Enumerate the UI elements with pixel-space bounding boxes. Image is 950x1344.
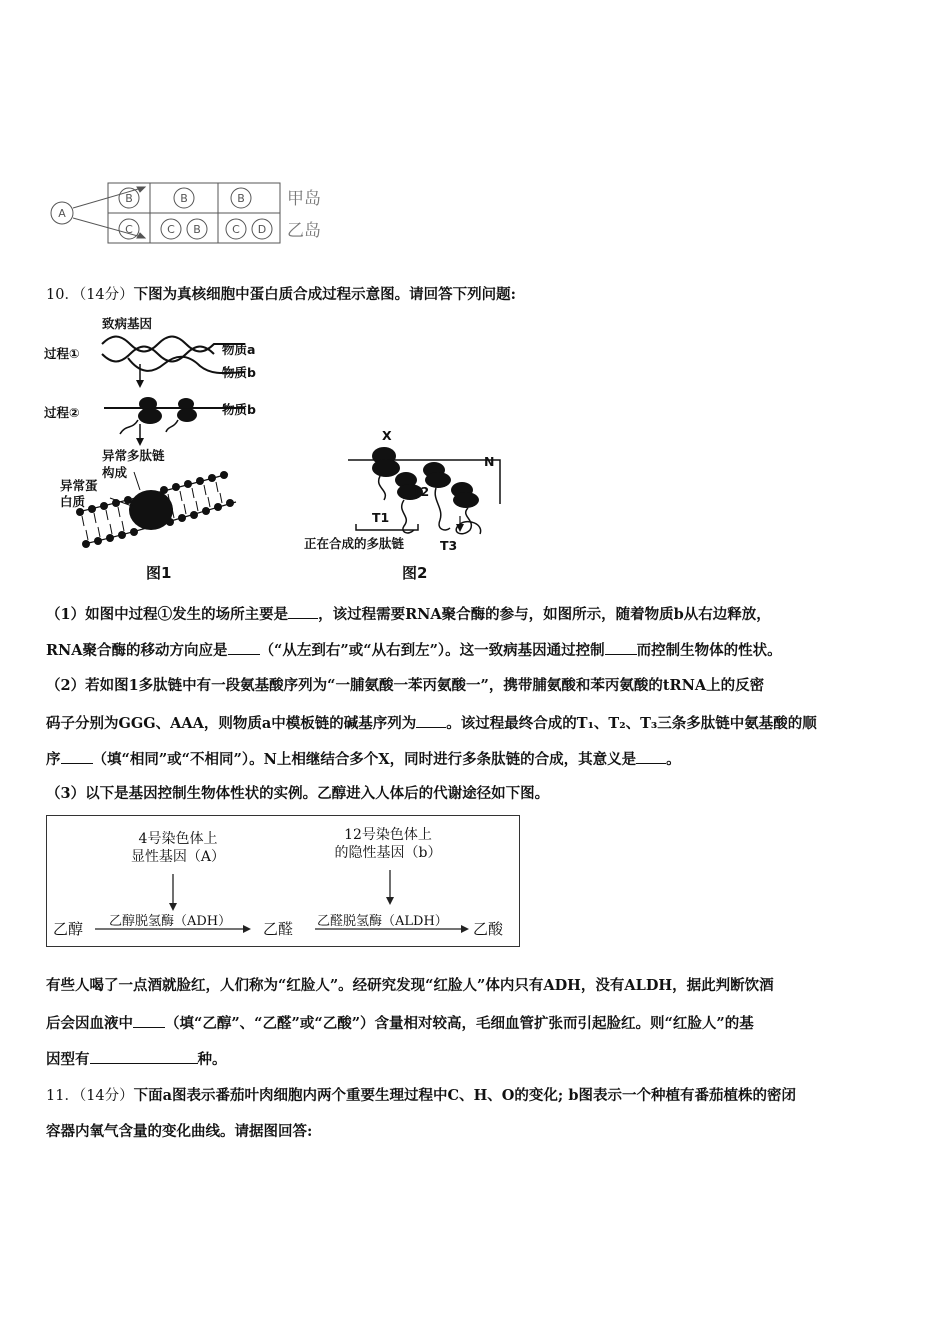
q10-line-2: RNA聚合酶的移动方向应是 （“从左到右”或“从右到左”）。这一致病基因通过控制 而控制生物体的性状。 <box>46 642 782 659</box>
q11-line-2: 容器内氧气含量的变化曲线。请据图回答: <box>46 1123 313 1140</box>
island-yi-label: 乙岛 <box>287 221 321 241</box>
species-label: B <box>237 192 245 205</box>
pathway-box <box>46 815 520 947</box>
fig1-substance-b: 物质b <box>222 365 256 380</box>
answer-blank[interactable] <box>416 713 446 728</box>
answer-blank[interactable] <box>133 1013 165 1028</box>
q10-line-6: （3）以下是基因控制生物体性状的实例。乙醇进入人体后的代谢途径如下图。 <box>46 785 550 802</box>
species-label: C <box>125 223 133 236</box>
q10-header <box>46 285 516 305</box>
fig2-x-label: X <box>382 428 392 443</box>
gene-a-line1: 4号染色体上 <box>138 831 218 847</box>
q11-line-1: 11．（14分）下面a图表示番茄叶肉细胞内两个重要生理过程中C、H、O的变化; b图表示一个种植有番茄植株的密闭 <box>46 1087 796 1104</box>
answer-blank[interactable] <box>636 749 666 764</box>
fig1-substance-b-2: 物质b <box>222 402 256 417</box>
acetic-acid-label: 乙酸 <box>473 920 504 938</box>
fig1-constitute: 构成 <box>102 465 128 480</box>
gene-a-line2: 显性基因（A） <box>130 849 226 865</box>
q10-line-9: 因型有 种。 <box>46 1051 227 1068</box>
q10-score: （14分） <box>78 287 134 303</box>
island-jia-label: 甲岛 <box>287 189 321 209</box>
q10-line-4: 码子分别为GGG、AAA，则物质a中模板链的碱基序列为 。该过程最终合成的T₁、T₂、T₃三条多肽链中氨基酸的顺 <box>46 715 817 732</box>
fig2-caption: 图2 <box>402 564 428 582</box>
fig2-t2-label: T2 <box>412 484 430 499</box>
species-label: C <box>167 223 175 236</box>
adh-label: 乙醇脱氢酶（ADH） <box>109 914 232 929</box>
q11-number: 11． <box>46 1088 79 1104</box>
q10-number: 10． <box>46 287 79 303</box>
figure-2 <box>300 420 520 590</box>
gene-b-line1: 12号染色体上 <box>344 827 432 843</box>
q10-line-3: （2）若如图1多肽链中有一段氨基酸序列为“一脯氨酸一苯丙氨酸一”，携带脯氨酸和苯丙氨酸的tRNA上的反密 <box>46 677 765 694</box>
species-label: B <box>193 223 201 236</box>
species-label: D <box>257 223 267 236</box>
species-label: B <box>125 192 133 205</box>
fig1-process1-label: 过程① <box>44 346 80 361</box>
fig2-n-label: N <box>484 454 495 469</box>
species-label: C <box>232 223 240 236</box>
fig1-gene-label: 致病基因 <box>102 316 153 331</box>
fig1-abnormal-protein: 异常蛋白质 <box>60 478 98 509</box>
fig1-caption: 图1 <box>146 564 172 582</box>
island-diagram <box>40 175 340 255</box>
answer-blank[interactable] <box>228 640 260 655</box>
q11-score: （14分） <box>78 1088 134 1104</box>
q10-line-5: 序 （填“相同”或“不相同”）。N上相继结合多个X，同时进行多条肽链的合成，其意义是 。 <box>46 751 681 768</box>
q10-line-8: 后会因血液中 （填“乙醇”、“乙醛”或“乙酸”）含量相对较高，毛细血管扩张而引起脸红。则“红脸人”的基 <box>46 1015 754 1032</box>
species-label: B <box>180 192 188 205</box>
figure-1 <box>40 312 300 592</box>
fig1-substance-a: 物质a <box>222 342 256 357</box>
acetaldehyde-label: 乙醛 <box>263 920 294 938</box>
q10-line-1: （1）如图中过程①发生的场所主要是 ，该过程需要RNA聚合酶的参与，如图所示，随着物质b从右边释放， <box>46 606 771 623</box>
q10-line-7: 有些人喝了一点酒就脸红，人们称为“红脸人”。经研究发现“红脸人”体内只有ADH，没有ALDH，据此判断饮酒 <box>46 977 774 994</box>
q10-stem: 下图为真核细胞中蛋白质合成过程示意图。请回答下列问题: <box>133 286 517 303</box>
gene-b-line2: 的隐性基因（b） <box>334 845 442 861</box>
ethanol-label: 乙醇 <box>53 920 84 938</box>
aldh-label: 乙醛脱氢酶（ALDH） <box>317 914 448 929</box>
answer-blank[interactable] <box>288 604 318 619</box>
answer-blank[interactable] <box>605 640 637 655</box>
fig1-abnormal-chain: 异常多肽链 <box>102 448 165 463</box>
fig2-t3-label: T3 <box>440 538 458 553</box>
answer-blank[interactable] <box>61 749 93 764</box>
fig2-t1-label: T1 <box>372 510 390 525</box>
fig1-process2-label: 过程② <box>44 405 80 420</box>
species-a-label: A <box>58 207 66 220</box>
fig2-chain-label: 正在合成的多肽链 <box>304 536 405 551</box>
answer-blank[interactable] <box>90 1049 198 1064</box>
abnormal-protein-blob <box>129 490 173 530</box>
